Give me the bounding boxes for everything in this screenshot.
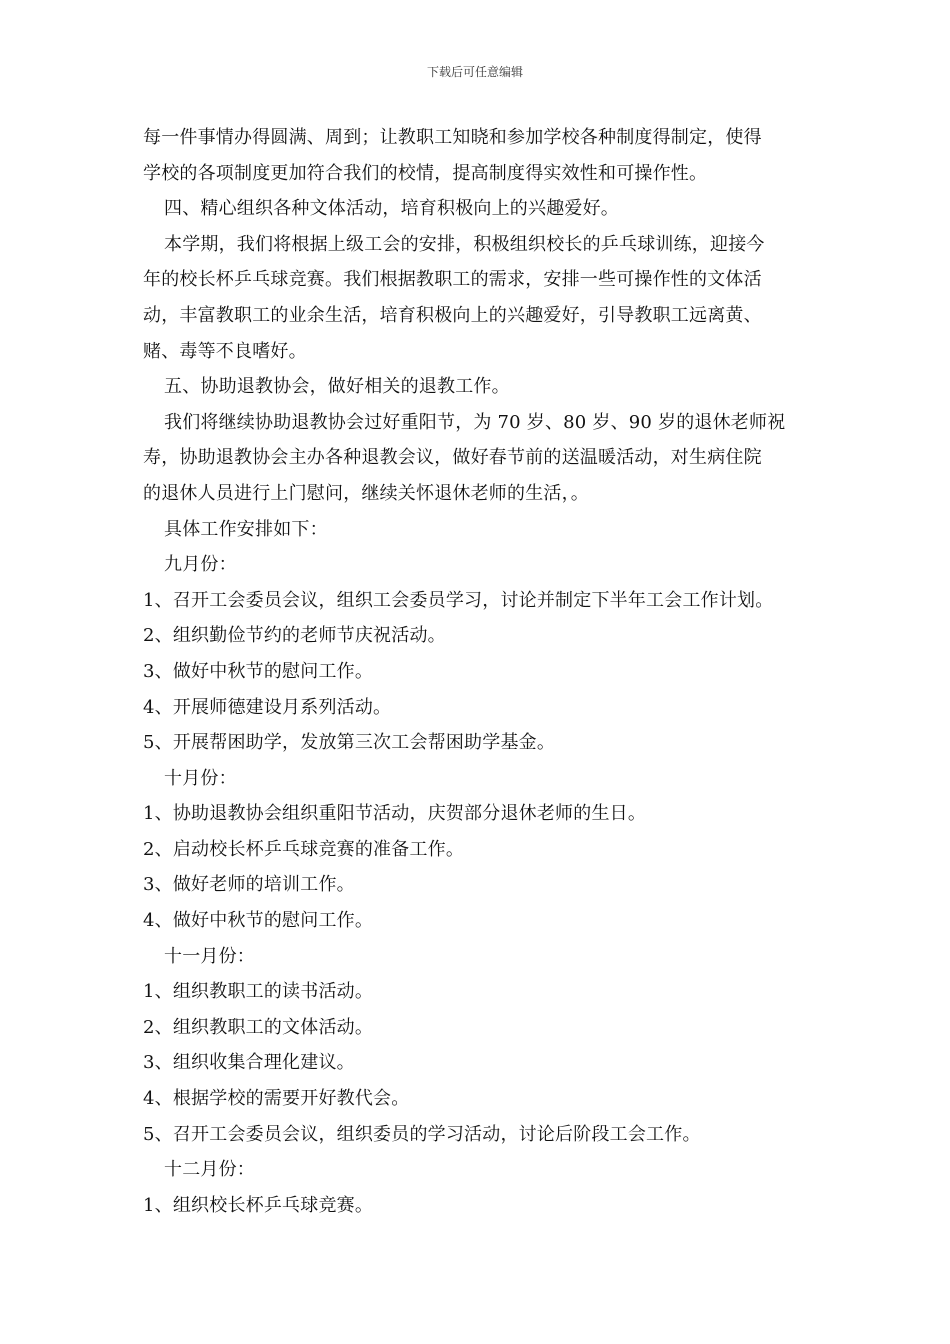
text-line: 的退休人员进行上门慰问，继续关怀退休老师的生活，。 bbox=[143, 482, 589, 504]
list-item: 1、召开工会委员会议，组织工会委员学习，讨论并制定下半年工会工作计划。 bbox=[143, 589, 774, 611]
text-line: 年的校长杯乒乓球竞赛。我们根据教职工的需求，安排一些可操作性的文体活 bbox=[143, 269, 762, 291]
text-line: 每一件事情办得圆满、周到；让教职工知晓和参加学校各种制度得制定，使得 bbox=[143, 127, 762, 148]
list-item: 3、做好老师的培训工作。 bbox=[143, 874, 355, 896]
section-heading: 五、协助退教协会，做好相关的退教工作。 bbox=[164, 376, 510, 398]
list-item: 1、组织教职工的读书活动。 bbox=[143, 981, 374, 1003]
list-item: 3、做好中秋节的慰问工作。 bbox=[143, 660, 374, 682]
document-body bbox=[143, 120, 823, 1223]
text-line: 我们将继续协助退教协会过好重阳节，为 70 岁、80 岁、90 岁的退休老师祝 bbox=[164, 411, 786, 433]
list-item: 1、协助退教协会组织重阳节活动，庆贺部分退休老师的生日。 bbox=[143, 803, 647, 825]
section-heading: 四、精心组织各种文体活动，培育积极向上的兴趣爱好。 bbox=[164, 198, 619, 220]
text-line: 学校的各项制度更加符合我们的校情，提高制度得实效性和可操作性。 bbox=[143, 162, 708, 184]
text-line: 动，丰富教职工的业余生活，培育积极向上的兴趣爱好，引导教职工远离黄、 bbox=[143, 304, 762, 326]
text-line: 赌、毒等不良嗜好。 bbox=[143, 340, 307, 362]
list-item: 1、组织校长杯乒乓球竞赛。 bbox=[143, 1194, 374, 1216]
list-item: 3、组织收集合理化建议。 bbox=[143, 1052, 355, 1074]
month-heading: 十二月份： bbox=[164, 1159, 255, 1181]
text-line: 本学期，我们将根据上级工会的安排，积极组织校长的乒乓球训练，迎接今 bbox=[164, 233, 765, 255]
list-item: 5、召开工会委员会议，组织委员的学习活动，讨论后阶段工会工作。 bbox=[143, 1123, 701, 1145]
list-item: 4、开展师德建设月系列活动。 bbox=[143, 696, 392, 718]
month-heading: 十月份： bbox=[164, 767, 237, 789]
text-line: 寿，协助退教协会主办各种退教会议，做好春节前的送温暖活动，对生病住院 bbox=[143, 447, 762, 469]
list-item: 4、根据学校的需要开好教代会。 bbox=[143, 1088, 410, 1110]
month-heading: 九月份： bbox=[164, 554, 237, 576]
list-item: 2、组织勤俭节约的老师节庆祝活动。 bbox=[143, 625, 446, 647]
page-header: 下载后可任意编辑 bbox=[426, 65, 523, 79]
list-item: 5、开展帮困助学，发放第三次工会帮困助学基金。 bbox=[143, 732, 556, 754]
list-item: 2、启动校长杯乒乓球竞赛的准备工作。 bbox=[143, 838, 465, 860]
text-line: 具体工作安排如下： bbox=[164, 518, 328, 540]
month-heading: 十一月份： bbox=[164, 945, 255, 967]
list-item: 4、做好中秋节的慰问工作。 bbox=[143, 910, 374, 932]
list-item: 2、组织教职工的文体活动。 bbox=[143, 1016, 374, 1038]
